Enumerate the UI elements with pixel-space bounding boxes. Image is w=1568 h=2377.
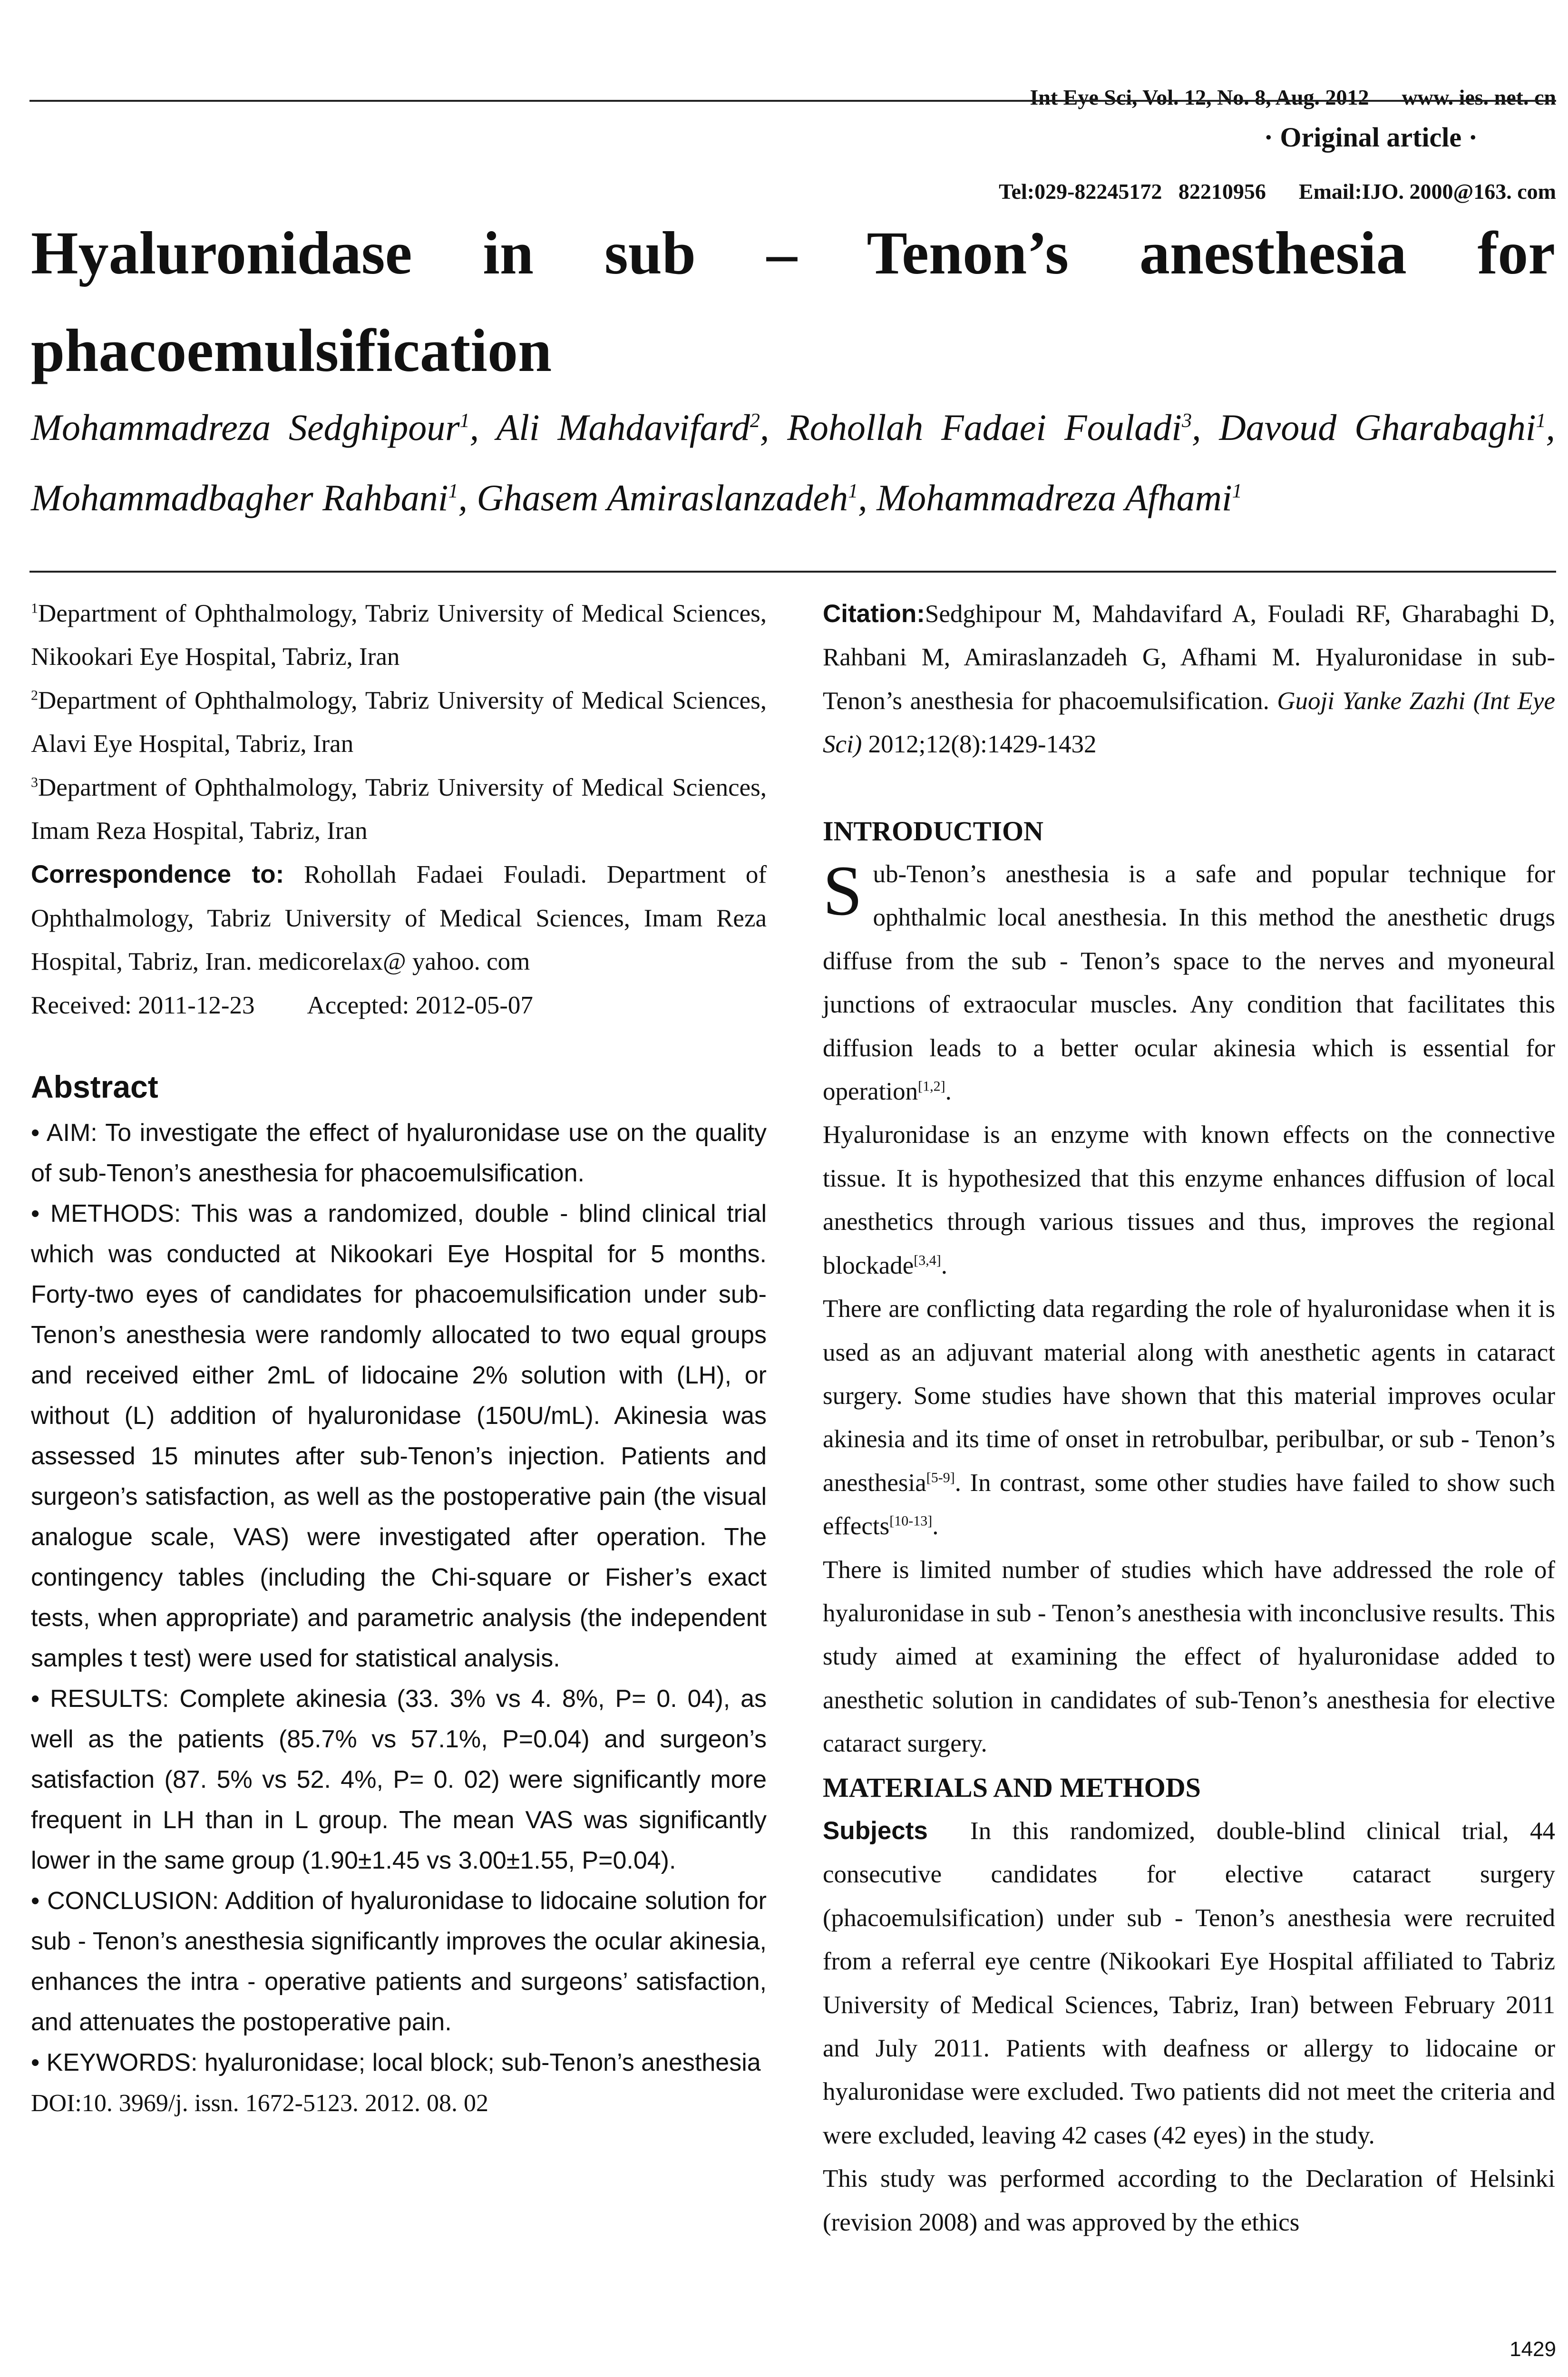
methods-heading: MATERIALS AND METHODS [823, 1772, 1201, 1803]
dates [31, 984, 767, 1027]
citation: Citation:Sedghipour M, Mahdavifard A, Fouladi RF, Gharabaghi D, Rahbani M, Amiraslanzadeh G, Afhami M. Hyaluronidase in sub-Tenon’s anesthesia for phacoemulsification. Guoji Yanke Zazhi (Int Eye Sci) 2012;12(8):1429-1432 [823, 600, 1556, 759]
abstract-aim: • AIM: To investigate the effect of hyaluronidase use on the quality of sub-Tenon’s anesthesia for phacoemulsification. [31, 1119, 767, 1187]
drop-cap: S [823, 851, 863, 931]
article-type: · Original article · [1264, 122, 1478, 153]
author: Ghasem Amiraslanzadeh$^1$ [477, 477, 858, 518]
abstract-keywords: • KEYWORDS: hyaluronidase; local block; sub-Tenon’s anesthesia [31, 2049, 761, 2076]
affiliation: $^2$Department of Ophthalmology, Tabriz University of Medical Sciences, Alavi Eye Hospital, Tabriz, Iran [31, 686, 767, 758]
header-line-2: Tel:029-82245172 82210956 Email:IJO. 2000@163. com [999, 179, 1556, 204]
author-list: Mohammadreza Sedghipour$^1$, Ali Mahdavifard$^2$, Rohollah Fadaei Fouladi$^3$, Davoud Gharabaghi$^1$, Mohammadbagher Rahbani$^1$, Ghasem Amiraslanzadeh$^1$, Mohammadreza Afhami$^1$ [31, 407, 1556, 518]
abstract-heading: Abstract [31, 1069, 158, 1104]
author: Mohammadbagher Rahbani$^1$ [31, 477, 458, 518]
intro-paragraph-4: There is limited number of studies which have addressed the role of hyaluronidase in sub - Tenon’s anesthesia with inconclusive results. This study aimed at examining the effect of hyaluronidase added to anesthetic solution in candidates of sub-Tenon’s anesthesia for elective cataract surgery. [823, 1556, 1555, 1758]
section-rule [29, 571, 1556, 573]
intro-paragraph-1: Sub-Tenon’s anesthesia is a safe and popular technique for ophthalmic local anesthesia. In this method the anesthetic drugs diffuse from the sub - Tenon’s space to the nerves and myoneural junctions of extraocular muscles. Any condition that facilitates this diffusion leads to a better ocular akinesia which is essential for operation[1,2]. [823, 851, 1555, 1106]
page-number: 1429 [1510, 2338, 1556, 2361]
intro-paragraph-3: There are conflicting data regarding the role of hyaluronidase when it is used as an adjuvant material along with anesthetic agents in cataract surgery. Some studies have shown that this material improves ocular akinesia and its time of onset in retrobulbar, peribulbar, or sub - Tenon’s anesthesia[5-9]. In contrast, some other studies have failed to show such effects[10-13]. [823, 1295, 1556, 1540]
intro-paragraph-2: Hyaluronidase is an enzyme with known effects on the connective tissue. It is hypothesized that this enzyme enhances diffusion of local anesthetics through various tissues and thus, improves the regional blockade[3,4]. [823, 1121, 1555, 1279]
affiliation: $^3$Department of Ophthalmology, Tabriz University of Medical Sciences, Imam Reza Hospital, Tabriz, Iran [31, 773, 767, 845]
correspondence: Correspondence to: Rohollah Fadaei Fouladi. Department of Ophthalmology, Tabriz University of Medical Sciences, Imam Reza Hospital, Tabriz, Iran. medicorelax@ yahoo. com [31, 860, 767, 976]
header-line-1: Int Eye Sci, Vol. 12, No. 8, Aug. 2012 www. ies. net. cn [1030, 85, 1556, 109]
doi: DOI:10. 3969/j. issn. 1672-5123. 2012. 08. 02 [31, 2090, 488, 2117]
author: Davoud Gharabaghi$^1$ [1219, 407, 1546, 448]
header-rule [29, 100, 1556, 102]
received-date: Received: 2011-12-23 [31, 991, 255, 1019]
introduction-heading: INTRODUCTION [823, 815, 1044, 847]
abstract-conclusion: • CONCLUSION: Addition of hyaluronidase to lidocaine solution for sub - Tenon’s anesthesia significantly improves the ocular akinesia, enhances the intra - operative patients and surgeons’ satisfaction, and attenuates the postoperative pain. [31, 1887, 767, 2036]
subjects-paragraph: Subjects In this randomized, double-blind clinical trial, 44 consecutive candidates for elective cataract surgery (phacoemulsification) under sub - Tenon’s anesthesia were recruited from a referral eye centre (Nikookari Eye Hospital affiliated to Tabriz University of Medical Sciences, Tabriz, Iran) between February 2011 and July 2011. Patients with deafness or allergy to lidocaine or hyaluronidase were excluded. Two patients did not meet the criteria and were excluded, leaving 42 cases (42 eyes) in the study. [823, 1816, 1555, 2149]
author: Rohollah Fadaei Fouladi$^3$ [787, 407, 1192, 448]
right-column [823, 592, 1555, 2244]
affiliation: $^1$Department of Ophthalmology, Tabriz University of Medical Sciences, Nikookari Eye Hospital, Tabriz, Iran [31, 600, 767, 671]
methods-paragraph-2: This study was performed according to the Declaration of Helsinki (revision 2008) and was approved by the ethics [823, 2165, 1555, 2236]
author: Ali Mahdavifard$^2$ [496, 407, 760, 448]
accepted-date: Accepted: 2012-05-07 [307, 991, 533, 1019]
article-title: Hyaluronidase in sub – Tenon’s anesthesia for phacoemulsification [31, 219, 1555, 384]
affiliations-block [31, 592, 767, 1027]
author: Mohammadreza Afhami$^1$ [877, 477, 1242, 518]
abstract-results: • RESULTS: Complete akinesia (33. 3% vs 4. 8%, P= 0. 04), as well as the patients (85.7% vs 57.1%, P=0.04) and surgeon’s satisfaction (87. 5% vs 52. 4%, P= 0. 02) were significantly more frequent in LH than in L group. The mean VAS was significantly lower in the same group (1.90±1.45 vs 3.00±1.55, P=0.04). [31, 1685, 767, 1874]
author: Mohammadreza Sedghipour$^1$ [31, 407, 470, 448]
abstract-methods: • METHODS: This was a randomized, double - blind clinical trial which was conducted at Nikookari Eye Hospital for 5 months. Forty-two eyes of candidates for phacoemulsification under sub-Tenon’s anesthesia were randomly allocated to two equal groups and received either 2mL of lidocaine 2% solution with (LH), or without (L) addition of hyaluronidase (150U/mL). Akinesia was assessed 15 minutes after sub-Tenon’s injection. Patients and surgeon’s satisfaction, as well as the postoperative pain (the visual analogue scale, VAS) were investigated after operation. The contingency tables (including the Chi-square or Fisher’s exact tests, when appropriate) and parametric analysis (the independent samples t test) were used for statistical analysis. [31, 1200, 767, 1672]
abstract [31, 1065, 767, 2124]
